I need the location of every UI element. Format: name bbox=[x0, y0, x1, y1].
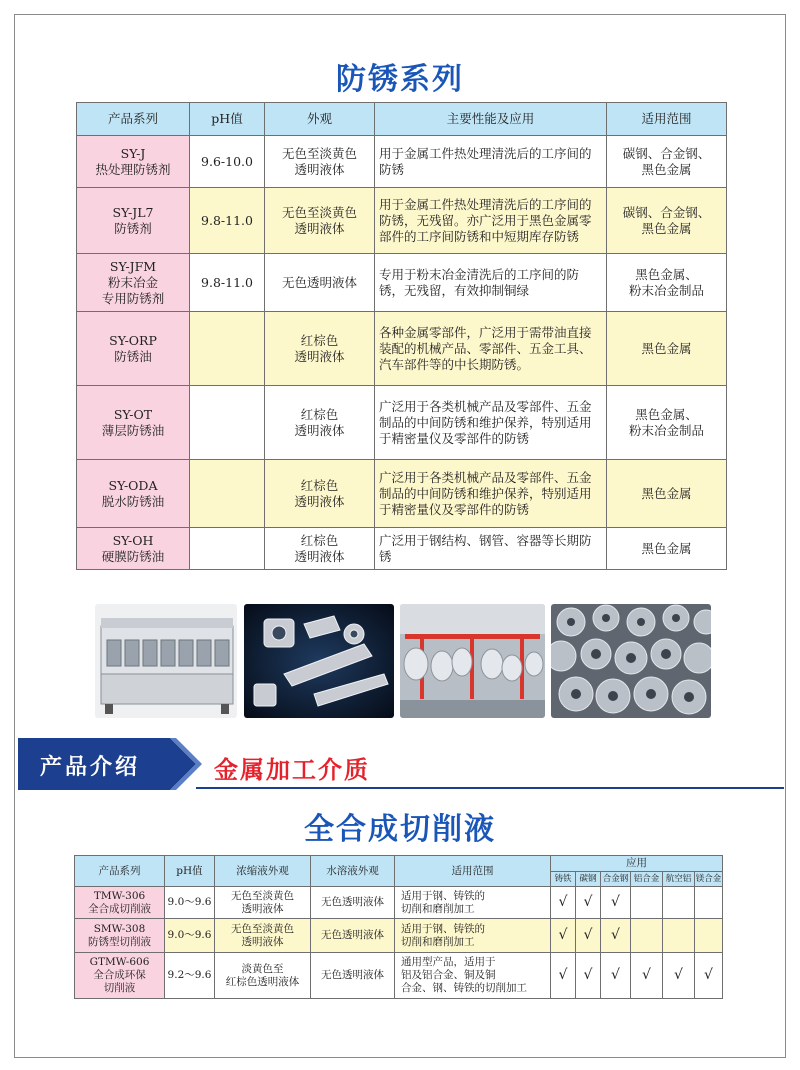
ph-cell bbox=[190, 460, 265, 528]
header-cell: 主要性能及应用 bbox=[375, 103, 607, 136]
product-name-cell: SY-OT 薄层防锈油 bbox=[77, 386, 190, 460]
appearance-cell: 无色至淡黄色 透明液体 bbox=[265, 188, 375, 254]
product-name-cell: SMW-308 防锈型切削液 bbox=[75, 919, 165, 953]
product-name-cell: SY-ODA 脱水防锈油 bbox=[77, 460, 190, 528]
application-header-cell: 碳钢 bbox=[576, 872, 601, 887]
scope-cell: 适用于钢、铸铁的 切削和磨削加工 bbox=[395, 919, 551, 953]
scope-cell: 黑色金属、 粉末冶金制品 bbox=[607, 386, 727, 460]
header-cell: 适用范围 bbox=[607, 103, 727, 136]
scope-cell: 碳钢、合金钢、 黑色金属 bbox=[607, 188, 727, 254]
appearance-cell: 红棕色 透明液体 bbox=[265, 460, 375, 528]
banner-label: 产品介绍 bbox=[40, 754, 141, 780]
check-cell: √ bbox=[551, 919, 576, 953]
check-cell: √ bbox=[631, 953, 663, 999]
ph-cell bbox=[190, 528, 265, 570]
check-cell bbox=[695, 919, 723, 953]
table-row bbox=[77, 188, 727, 254]
table-header-row bbox=[75, 856, 723, 872]
check-cell: √ bbox=[601, 887, 631, 919]
table-row bbox=[77, 528, 727, 570]
application-header-cell: 航空铝 bbox=[663, 872, 695, 887]
product-name-cell: SY-JL7 防锈剂 bbox=[77, 188, 190, 254]
solution-appearance-cell: 无色透明液体 bbox=[311, 919, 395, 953]
product-name-cell: SY-OH 硬膜防锈油 bbox=[77, 528, 190, 570]
header-cell: 适用范围 bbox=[395, 856, 551, 887]
table-row bbox=[75, 887, 723, 919]
metal-parts-photo bbox=[244, 604, 394, 718]
check-cell: √ bbox=[695, 953, 723, 999]
rust-prevention-table bbox=[76, 102, 727, 570]
header-cell: 产品系列 bbox=[75, 856, 165, 887]
application-header-cell: 合金钢 bbox=[601, 872, 631, 887]
check-cell: √ bbox=[601, 919, 631, 953]
ph-cell bbox=[190, 386, 265, 460]
concentrate-appearance-cell: 无色至淡黄色 透明液体 bbox=[215, 887, 311, 919]
header-cell: 浓缩液外观 bbox=[215, 856, 311, 887]
table-row bbox=[75, 953, 723, 999]
production-line-photo bbox=[400, 604, 545, 718]
ph-cell: 9.8-11.0 bbox=[190, 254, 265, 312]
check-cell bbox=[631, 887, 663, 919]
scope-cell: 通用型产品，适用于 铝及铝合金、铜及铜 合金、钢、铸铁的切削加工 bbox=[395, 953, 551, 999]
section-title-rust-prevention: 防锈系列 bbox=[336, 62, 464, 97]
solution-appearance-cell: 无色透明液体 bbox=[311, 953, 395, 999]
product-name-cell: SY-J 热处理防锈剂 bbox=[77, 136, 190, 188]
header-cell: 水溶液外观 bbox=[311, 856, 395, 887]
check-cell: √ bbox=[663, 953, 695, 999]
check-cell: √ bbox=[576, 953, 601, 999]
solution-appearance-cell: 无色透明液体 bbox=[311, 887, 395, 919]
concentrate-appearance-cell: 无色至淡黄色 透明液体 bbox=[215, 919, 311, 953]
header-cell: pH值 bbox=[165, 856, 215, 887]
check-cell bbox=[695, 887, 723, 919]
scope-cell: 黑色金属 bbox=[607, 312, 727, 386]
section-title-cutting-fluid: 全合成切削液 bbox=[304, 812, 496, 847]
description-cell: 用于金属工件热处理清洗后的工序间的防锈 bbox=[375, 136, 607, 188]
table-header-row bbox=[77, 103, 727, 136]
appearance-cell: 红棕色 透明液体 bbox=[265, 528, 375, 570]
concentrate-appearance-cell: 淡黄色至 红棕色透明液体 bbox=[215, 953, 311, 999]
scope-cell: 黑色金属、 粉末冶金制品 bbox=[607, 254, 727, 312]
description-cell: 用于金属工件热处理清洗后的工序间的防锈，无残留。亦广泛用于黑色金属零部件的工序间防锈和中短期库存防锈 bbox=[375, 188, 607, 254]
ph-cell: 9.8-11.0 bbox=[190, 188, 265, 254]
application-header-cell: 镁合金 bbox=[695, 872, 723, 887]
check-cell bbox=[631, 919, 663, 953]
description-cell: 广泛用于各类机械产品及零部件、五金制品的中间防锈和维护保养，特别适用于精密量仪及零部件的防锈 bbox=[375, 386, 607, 460]
aluminum-parts-photo bbox=[551, 604, 711, 718]
scope-cell: 适用于钢、铸铁的 切削和磨削加工 bbox=[395, 887, 551, 919]
header-cell: 产品系列 bbox=[77, 103, 190, 136]
table-row bbox=[77, 312, 727, 386]
check-cell: √ bbox=[551, 887, 576, 919]
check-cell: √ bbox=[601, 953, 631, 999]
product-name-cell: SY-JFM 粉末冶金 专用防锈剂 bbox=[77, 254, 190, 312]
description-cell: 各种金属零部件，广泛用于需带油直接装配的机械产品、零部件、五金工具、汽车部件等的中长期防锈。 bbox=[375, 312, 607, 386]
description-cell: 专用于粉末冶金清洗后的工序间的防锈，无残留，有效抑制铜绿 bbox=[375, 254, 607, 312]
check-cell bbox=[663, 919, 695, 953]
scope-cell: 黑色金属 bbox=[607, 528, 727, 570]
scope-cell: 黑色金属 bbox=[607, 460, 727, 528]
application-header-cell: 铝合金 bbox=[631, 872, 663, 887]
header-cell: 应用 bbox=[551, 856, 723, 872]
table-row bbox=[77, 254, 727, 312]
description-cell: 广泛用于各类机械产品及零部件、五金制品的中间防锈和维护保养，特别适用于精密量仪及零部件的防锈 bbox=[375, 460, 607, 528]
description-cell: 广泛用于钢结构、钢管、容器等长期防锈 bbox=[375, 528, 607, 570]
header-cell: pH值 bbox=[190, 103, 265, 136]
check-cell: √ bbox=[576, 919, 601, 953]
header-cell: 外观 bbox=[265, 103, 375, 136]
appearance-cell: 红棕色 透明液体 bbox=[265, 312, 375, 386]
ph-cell: 9.2～9.6 bbox=[165, 953, 215, 999]
check-cell: √ bbox=[576, 887, 601, 919]
product-intro-banner bbox=[18, 738, 784, 792]
check-cell: √ bbox=[551, 953, 576, 999]
appearance-cell: 红棕色 透明液体 bbox=[265, 386, 375, 460]
table-row bbox=[77, 460, 727, 528]
banner-subtitle: 金属加工介质 bbox=[214, 756, 370, 784]
product-name-cell: GTMW-606 全合成环保 切削液 bbox=[75, 953, 165, 999]
ph-cell bbox=[190, 312, 265, 386]
appearance-cell: 无色透明液体 bbox=[265, 254, 375, 312]
check-cell bbox=[663, 887, 695, 919]
ph-cell: 9.0～9.6 bbox=[165, 919, 215, 953]
cleaning-machine-photo bbox=[95, 604, 237, 718]
ph-cell: 9.6-10.0 bbox=[190, 136, 265, 188]
product-name-cell: SY-ORP 防锈油 bbox=[77, 312, 190, 386]
table-row bbox=[77, 136, 727, 188]
table-row bbox=[77, 386, 727, 460]
appearance-cell: 无色至淡黄色 透明液体 bbox=[265, 136, 375, 188]
cutting-fluid-table bbox=[74, 855, 723, 999]
scope-cell: 碳钢、合金钢、 黑色金属 bbox=[607, 136, 727, 188]
table-row bbox=[75, 919, 723, 953]
ph-cell: 9.0～9.6 bbox=[165, 887, 215, 919]
application-header-cell: 铸铁 bbox=[551, 872, 576, 887]
product-name-cell: TMW-306 全合成切削液 bbox=[75, 887, 165, 919]
